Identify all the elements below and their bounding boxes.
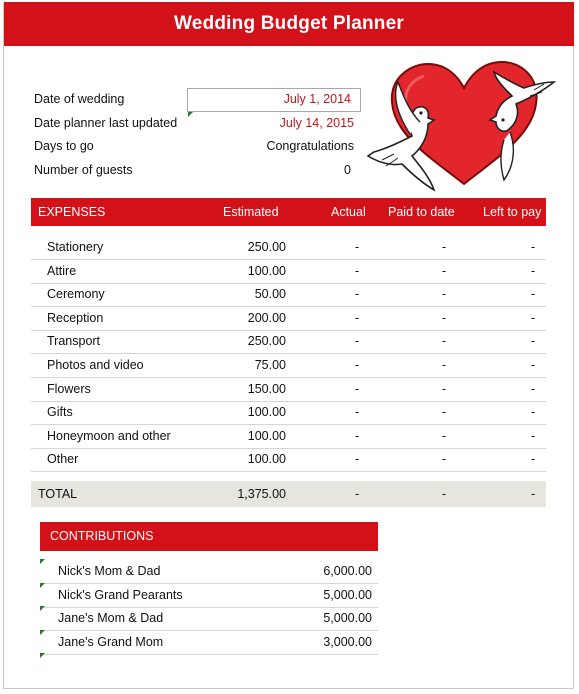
expense-estimated[interactable]: 75.00: [254, 358, 286, 372]
list-item: [40, 631, 378, 655]
contributions-header: [40, 522, 378, 551]
col-header-estimated: Estimated: [223, 205, 279, 219]
expense-actual[interactable]: -: [355, 240, 360, 254]
expense-paid[interactable]: -: [442, 428, 447, 443]
expense-left[interactable]: -: [531, 334, 536, 349]
page-title: [4, 2, 574, 46]
expense-paid[interactable]: -: [442, 287, 447, 302]
info-label: Days to go: [34, 139, 94, 153]
expense-actual[interactable]: -: [355, 334, 360, 349]
expense-left[interactable]: -: [531, 428, 536, 443]
expense-actual[interactable]: -: [355, 287, 360, 302]
expense-left[interactable]: -: [531, 452, 536, 467]
table-row: [31, 260, 546, 284]
wedding-date-value[interactable]: July 1, 2014: [283, 92, 351, 106]
total-estimated: 1,375.00: [237, 487, 286, 501]
info-label: Date of wedding: [34, 92, 125, 106]
table-row: [31, 354, 546, 378]
col-header-paid: Paid to date: [388, 205, 455, 219]
expense-estimated[interactable]: 150.00: [247, 381, 286, 396]
cell-comment-marker: [40, 630, 45, 635]
total-paid: -: [442, 487, 447, 501]
expenses-table-header: [31, 198, 546, 226]
contributor-name[interactable]: Jane's Mom & Dad: [58, 611, 164, 625]
info-label: Number of guests: [34, 163, 133, 177]
col-header-left: Left to pay: [483, 205, 542, 219]
contribution-amount[interactable]: 5,000.00: [323, 587, 372, 602]
list-item: [40, 560, 378, 584]
info-row-wedding-date: [34, 88, 354, 110]
expense-name: Stationery: [47, 240, 104, 254]
expense-estimated[interactable]: 100.00: [247, 263, 286, 278]
expense-name: Photos and video: [47, 358, 144, 372]
expense-paid[interactable]: -: [442, 240, 447, 254]
info-label: Date planner last updated: [34, 116, 178, 130]
table-row: [31, 401, 546, 425]
expense-paid[interactable]: -: [442, 310, 447, 325]
expense-actual[interactable]: -: [355, 428, 360, 443]
expense-paid[interactable]: -: [442, 405, 447, 420]
expense-paid[interactable]: -: [442, 334, 447, 349]
cell-comment-marker: [40, 583, 45, 588]
contributions-title: CONTRIBUTIONS: [50, 529, 154, 543]
last-updated-value: July 14, 2015: [279, 116, 354, 130]
expense-paid[interactable]: -: [442, 263, 447, 278]
page-title-text: Wedding Budget Planner: [174, 13, 404, 34]
total-row: [31, 481, 546, 507]
expense-name: Transport: [47, 334, 101, 349]
expense-left[interactable]: -: [531, 263, 536, 278]
contribution-amount[interactable]: 6,000.00: [323, 564, 372, 578]
total-label: TOTAL: [38, 487, 78, 501]
expense-actual[interactable]: -: [355, 263, 360, 278]
cell-comment-marker: [40, 653, 45, 658]
expense-paid[interactable]: -: [442, 452, 447, 467]
expense-name: Ceremony: [47, 287, 105, 302]
list-item: [40, 607, 378, 631]
expense-actual[interactable]: -: [355, 358, 360, 372]
expense-estimated[interactable]: 100.00: [247, 452, 286, 467]
cell-comment-marker: [40, 606, 45, 611]
table-row: [31, 236, 546, 260]
contribution-amount[interactable]: 5,000.00: [323, 611, 372, 625]
expense-paid[interactable]: -: [442, 381, 447, 396]
expense-left[interactable]: -: [531, 381, 536, 396]
info-row-days-to-go: [34, 135, 354, 157]
total-left: -: [531, 487, 536, 501]
contributor-name[interactable]: Nick's Mom & Dad: [58, 564, 161, 578]
table-row: [31, 330, 546, 354]
expense-left[interactable]: -: [531, 405, 536, 420]
heart-with-doves-icon: [364, 56, 564, 198]
expense-actual[interactable]: -: [355, 452, 360, 467]
expense-name: Other: [47, 452, 79, 467]
expense-left[interactable]: -: [531, 310, 536, 325]
contributor-name[interactable]: Jane's Grand Mom: [58, 634, 164, 649]
expense-actual[interactable]: -: [355, 310, 360, 325]
expense-estimated[interactable]: 200.00: [247, 310, 286, 325]
info-row-last-updated: [34, 112, 354, 134]
expense-estimated[interactable]: 100.00: [247, 428, 286, 443]
expense-actual[interactable]: -: [355, 381, 360, 396]
days-to-go-value: Congratulations: [266, 139, 354, 153]
col-header-actual: Actual: [331, 205, 366, 219]
expense-name: Reception: [47, 310, 104, 325]
expense-estimated[interactable]: 100.00: [247, 405, 286, 420]
expense-paid[interactable]: -: [442, 358, 447, 372]
info-row-guests: [34, 159, 354, 181]
col-header-expenses: EXPENSES: [38, 205, 106, 219]
table-row: [31, 307, 546, 331]
cell-comment-marker: [40, 559, 45, 564]
total-actual: -: [355, 487, 360, 501]
table-row: [31, 283, 546, 307]
expense-left[interactable]: -: [531, 358, 536, 372]
contribution-amount[interactable]: 3,000.00: [323, 634, 372, 649]
expense-actual[interactable]: -: [355, 405, 360, 420]
expense-name: Flowers: [47, 381, 91, 396]
list-item: [40, 584, 378, 608]
contributor-name[interactable]: Nick's Grand Pearants: [58, 587, 183, 602]
expense-name: Attire: [47, 263, 77, 278]
guests-value[interactable]: 0: [344, 163, 351, 177]
expense-name: Gifts: [47, 405, 73, 420]
expense-left[interactable]: -: [531, 287, 536, 302]
expense-estimated[interactable]: 250.00: [247, 240, 286, 254]
expense-estimated[interactable]: 250.00: [247, 334, 286, 349]
expense-left[interactable]: -: [531, 240, 536, 254]
expense-estimated[interactable]: 50.00: [254, 287, 286, 302]
table-row: [31, 425, 546, 449]
expense-name: Honeymoon and other: [47, 428, 171, 443]
table-row: [31, 378, 546, 402]
table-row: [31, 448, 546, 472]
